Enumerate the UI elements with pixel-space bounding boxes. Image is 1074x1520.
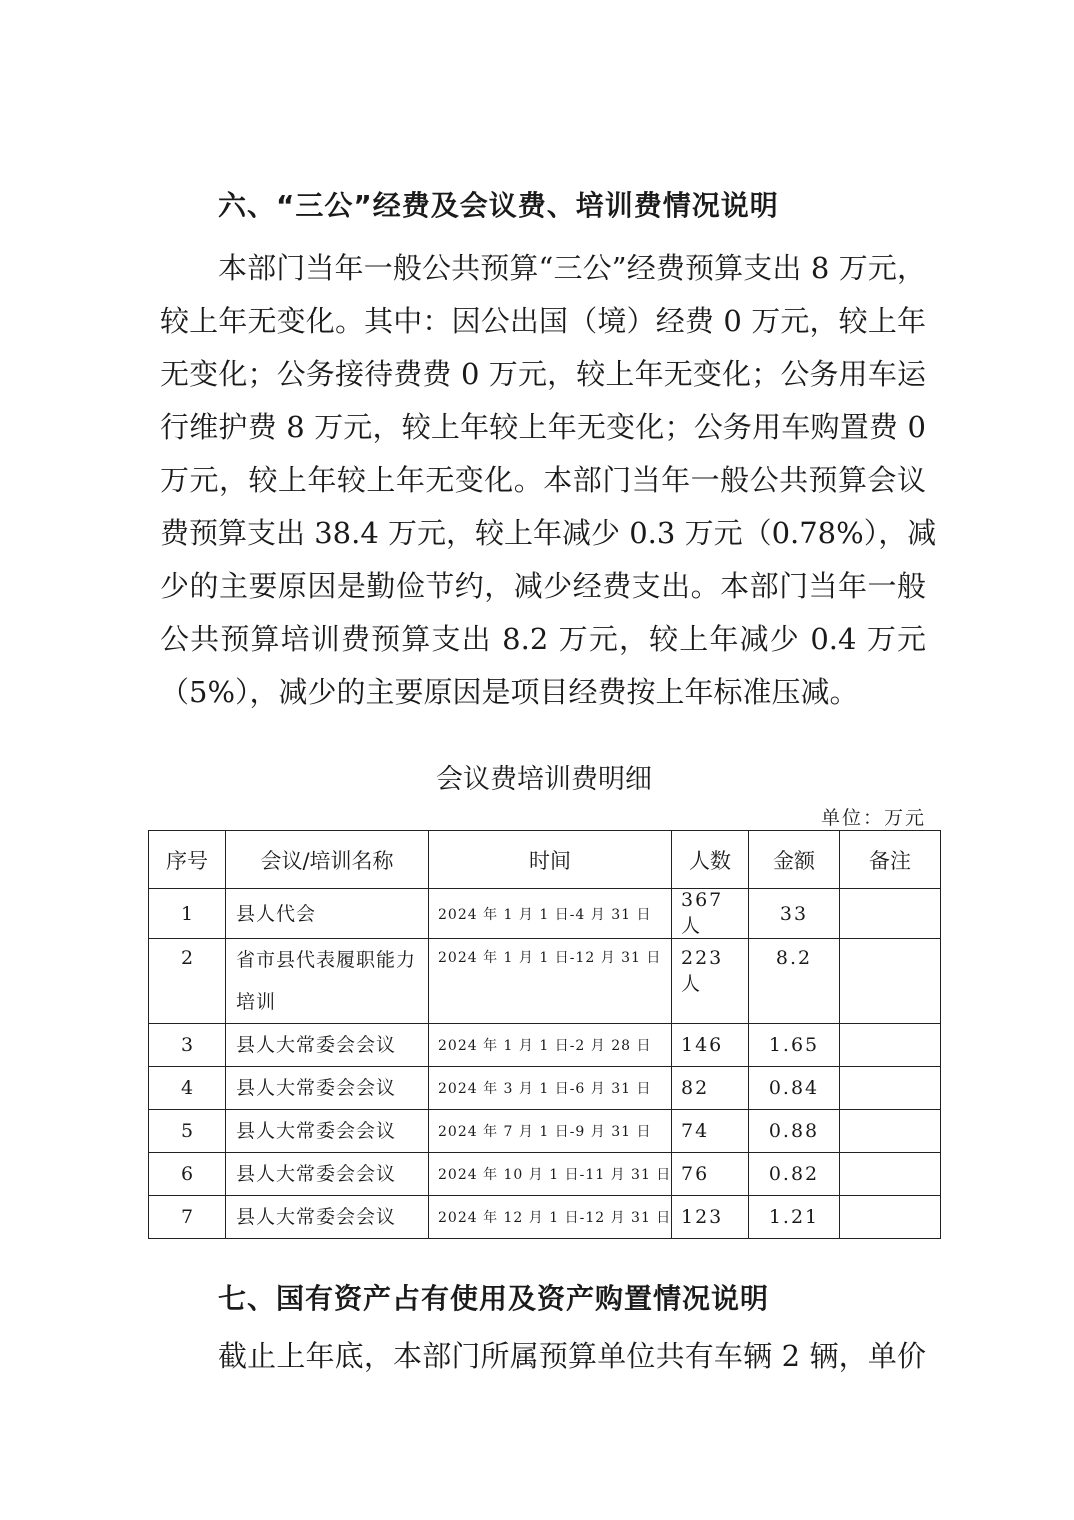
cell-seq: 2	[149, 939, 226, 1024]
cell-time: 2024 年 1 月 1 日-12 月 31 日	[429, 939, 672, 1024]
cell-seq: 4	[149, 1067, 226, 1110]
cell-name: 省市县代表履职能力培训	[226, 939, 429, 1024]
header-name: 会议/培训名称	[226, 831, 429, 889]
section-6-line: 万元，较上年较上年无变化。本部门当年一般公共预算会议	[160, 463, 926, 497]
table-row	[149, 939, 941, 1024]
cell-note	[840, 889, 941, 939]
cell-seq: 6	[149, 1153, 226, 1196]
section-6-line: 公共预算培训费预算支出 8.2 万元，较上年减少 0.4 万元	[160, 622, 926, 656]
meeting-training-table	[148, 830, 941, 1239]
cell-amount: 0.88	[749, 1110, 840, 1153]
section-6-line: 较上年无变化。其中：因公出国（境）经费 0 万元，较上年	[160, 304, 926, 338]
cell-time: 2024 年 7 月 1 日-9 月 31 日	[429, 1110, 672, 1153]
section-6-line: （5%），减少的主要原因是项目经费按上年标准压减。	[160, 675, 859, 709]
cell-people: 123	[672, 1196, 749, 1239]
table-unit: 单位：万元	[820, 807, 926, 829]
cell-seq: 1	[149, 889, 226, 939]
cell-people: 223 人	[672, 939, 749, 1024]
cell-name: 县人大常委会会议	[226, 1153, 429, 1196]
cell-people: 74	[672, 1110, 749, 1153]
header-time: 时间	[429, 831, 672, 889]
table-header-row	[149, 831, 941, 889]
table-row	[149, 1024, 941, 1067]
cell-time: 2024 年 1 月 1 日-2 月 28 日	[429, 1024, 672, 1067]
cell-note	[840, 1196, 941, 1239]
cell-people: 146	[672, 1024, 749, 1067]
cell-people: 76	[672, 1153, 749, 1196]
table-row	[149, 1067, 941, 1110]
section-7-line: 截止上年底，本部门所属预算单位共有车辆 2 辆，单价	[218, 1339, 926, 1373]
cell-amount: 1.65	[749, 1024, 840, 1067]
cell-time: 2024 年 3 月 1 日-6 月 31 日	[429, 1067, 672, 1110]
cell-note	[840, 1110, 941, 1153]
cell-note	[840, 1067, 941, 1110]
header-seq: 序号	[149, 831, 226, 889]
table-title: 会议费培训费明细	[436, 764, 652, 795]
cell-seq: 3	[149, 1024, 226, 1067]
header-note: 备注	[840, 831, 941, 889]
cell-seq: 5	[149, 1110, 226, 1153]
table-row	[149, 1196, 941, 1239]
cell-time: 2024 年 10 月 1 日-11 月 31 日	[429, 1153, 672, 1196]
cell-name: 县人大常委会会议	[226, 1067, 429, 1110]
cell-note	[840, 939, 941, 1024]
section-7-heading: 七、国有资产占有使用及资产购置情况说明	[218, 1282, 770, 1315]
section-6-line: 行维护费 8 万元，较上年较上年无变化；公务用车购置费 0	[160, 410, 926, 444]
cell-note	[840, 1024, 941, 1067]
section-6-line: 少的主要原因是勤俭节约，减少经费支出。本部门当年一般	[160, 569, 926, 603]
cell-name: 县人大常委会会议	[226, 1196, 429, 1239]
cell-seq: 7	[149, 1196, 226, 1239]
cell-people: 82	[672, 1067, 749, 1110]
section-6-line: 费预算支出 38.4 万元，较上年减少 0.3 万元（0.78%），减	[160, 516, 937, 550]
section-6-line: 无变化；公务接待费费 0 万元，较上年无变化；公务用车运	[160, 357, 926, 391]
cell-time: 2024 年 1 月 1 日-4 月 31 日	[429, 889, 672, 939]
header-people: 人数	[672, 831, 749, 889]
cell-name: 县人代会	[226, 889, 429, 939]
cell-name: 县人大常委会会议	[226, 1024, 429, 1067]
cell-amount: 0.82	[749, 1153, 840, 1196]
table-row	[149, 1110, 941, 1153]
cell-amount: 33	[749, 889, 840, 939]
header-amount: 金额	[749, 831, 840, 889]
table-row	[149, 1153, 941, 1196]
section-6-line: 本部门当年一般公共预算“三公”经费预算支出 8 万元，	[218, 251, 926, 285]
cell-note	[840, 1153, 941, 1196]
cell-name: 县人大常委会会议	[226, 1110, 429, 1153]
cell-amount: 1.21	[749, 1196, 840, 1239]
section-6-heading: 六、“三公”经费及会议费、培训费情况说明	[218, 189, 779, 222]
cell-amount: 0.84	[749, 1067, 840, 1110]
table-row	[149, 889, 941, 939]
cell-amount: 8.2	[749, 939, 840, 1024]
cell-people: 367 人	[672, 889, 749, 939]
cell-time: 2024 年 12 月 1 日-12 月 31 日	[429, 1196, 672, 1239]
